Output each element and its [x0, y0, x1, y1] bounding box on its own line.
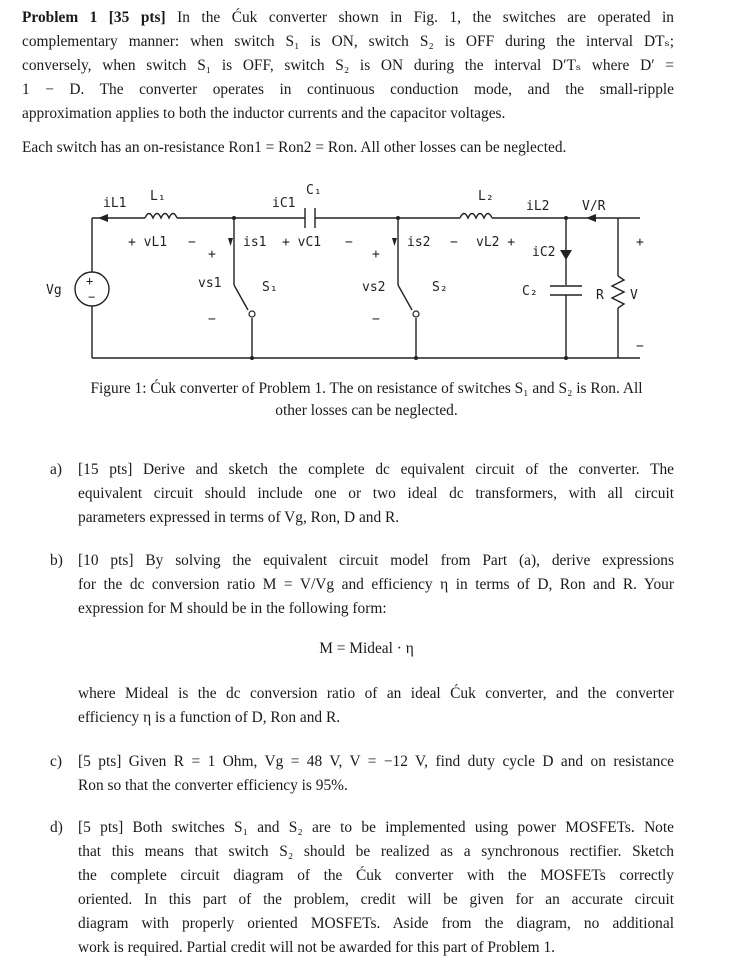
label-vg: Vg [46, 283, 62, 298]
label-v-over-r: V/R [582, 199, 606, 214]
problem-title: Problem 1 [35 pts] [22, 9, 166, 26]
label-vs2-minus: − [372, 312, 380, 327]
label-vc1-minus: − [345, 235, 353, 250]
caption-line-2: other losses can be neglected. [275, 402, 458, 419]
label-vs1-plus: + [208, 247, 216, 262]
figure-caption [60, 378, 673, 422]
question-c-label: c) [50, 753, 62, 770]
problem-line-2: complementary manner: when switch S₁ is ON, switch S₂ is OFF during the interval DTₛ; [22, 33, 674, 50]
resistor-r [612, 276, 624, 308]
problem-line-3: conversely, when switch S₁ is OFF, switch S₂ is ON during the interval D′Tₛ where D′ = [22, 57, 674, 74]
label-c2: C₂ [522, 284, 538, 299]
problem-line-1: In the Ćuk converter shown in Fig. 1, the switches are operated in [177, 9, 674, 26]
label-il2: iL2 [526, 199, 550, 214]
question-b-line-3: expression for M should be in the following form: [78, 600, 387, 617]
question-b-line-2: for the dc conversion ratio M = V/Vg and efficiency η in terms of D, Ron and R. Your [78, 576, 674, 593]
label-s2: S₂ [432, 280, 448, 295]
question-a [78, 458, 674, 530]
question-a-line-1: [15 pts] Derive and sketch the complete dc equivalent circuit of the converter. The [78, 461, 674, 478]
label-v-minus: − [636, 339, 644, 354]
label-il1: iL1 [103, 196, 127, 211]
question-d-line-4: oriented. In this part of the problem, credit will be given for an accurate circuit [78, 891, 674, 908]
question-b [78, 549, 674, 621]
label-vs1: vs1 [198, 276, 222, 291]
label-vs2-plus: + [372, 247, 380, 262]
resistance-note: Each switch has an on-resistance Ron1 = Ron2 = Ron. All other losses can be neglected. [22, 139, 567, 156]
label-l2: L₂ [478, 189, 494, 204]
label-l1: L₁ [150, 189, 166, 204]
inductor-l2 [460, 214, 492, 219]
label-vl1: + vL1 [128, 235, 168, 250]
question-b-after-line-1: where Mideal is the dc conversion ratio of an ideal Ćuk converter, and the converter [78, 685, 674, 702]
equation-m: M = Mideal · η [319, 640, 414, 657]
question-a-line-2: equivalent circuit should include one or two ideal dc transformers, with all circuit [78, 485, 674, 502]
label-vl2-minus: − [450, 235, 458, 250]
label-v: V [630, 288, 638, 303]
question-a-line-3: parameters expressed in terms of Vg, Ron, D and R. [78, 509, 400, 526]
label-vl2: vL2 + [476, 235, 516, 250]
inductor-l1 [145, 214, 177, 219]
label-is2: is2 [407, 235, 431, 250]
caption-line-1: Figure 1: Ćuk converter of Problem 1. The on resistance of switches S₁ and S₂ is Ron. All [90, 380, 643, 397]
question-b-line-1: [10 pts] By solving the equivalent circuit model from Part (a), derive expressions [78, 552, 674, 569]
question-d-line-6: work is required. Partial credit will not be awarded for this part of Problem 1. [78, 939, 555, 956]
question-d-line-5: diagram with properly oriented MOSFETs. Aside from the diagram, no additional [78, 915, 674, 932]
problem-line-5: approximation applies to both the inductor currents and the capacitor voltages. [22, 105, 506, 122]
question-b-label: b) [50, 552, 63, 569]
label-is1: is1 [243, 235, 267, 250]
label-r: R [596, 288, 604, 303]
label-ic1: iC1 [272, 196, 296, 211]
question-d-label: d) [50, 819, 63, 836]
question-b-after-line-2: efficiency η is a function of D, Ron and R. [78, 709, 341, 726]
question-d-line-1: [5 pts] Both switches S₁ and S₂ are to be implemented using power MOSFETs. Note [78, 819, 674, 836]
label-vs2: vs2 [362, 280, 386, 295]
source-plus: + [86, 274, 94, 288]
source-minus: − [88, 290, 96, 304]
question-a-label: a) [50, 461, 62, 478]
label-v-plus: + [636, 235, 644, 250]
question-c [78, 750, 674, 798]
question-d [78, 816, 674, 960]
problem-line-4: 1 − D. The converter operates in continuous conduction mode, and the small-ripple [22, 81, 674, 98]
question-d-line-2: that this means that switch S₂ should be realized as a synchronous rectifier. Sketch [78, 843, 674, 860]
cuk-circuit-diagram [0, 0, 733, 380]
label-vl1-minus: − [188, 235, 196, 250]
label-s1: S₁ [262, 280, 278, 295]
question-b-after [78, 682, 674, 730]
label-c1: C₁ [306, 183, 322, 198]
label-vs1-minus: − [208, 312, 216, 327]
label-ic2: iC2 [532, 245, 556, 260]
question-d-line-3: the complete circuit diagram of the Ćuk converter with the MOSFETs correctly [78, 867, 674, 884]
label-vc1: + vC1 [282, 235, 322, 250]
question-c-line-1: [5 pts] Given R = 1 Ohm, Vg = 48 V, V = −12 V, find duty cycle D and on resistance [78, 753, 674, 770]
question-c-line-2: Ron so that the converter efficiency is 95%. [78, 777, 348, 794]
